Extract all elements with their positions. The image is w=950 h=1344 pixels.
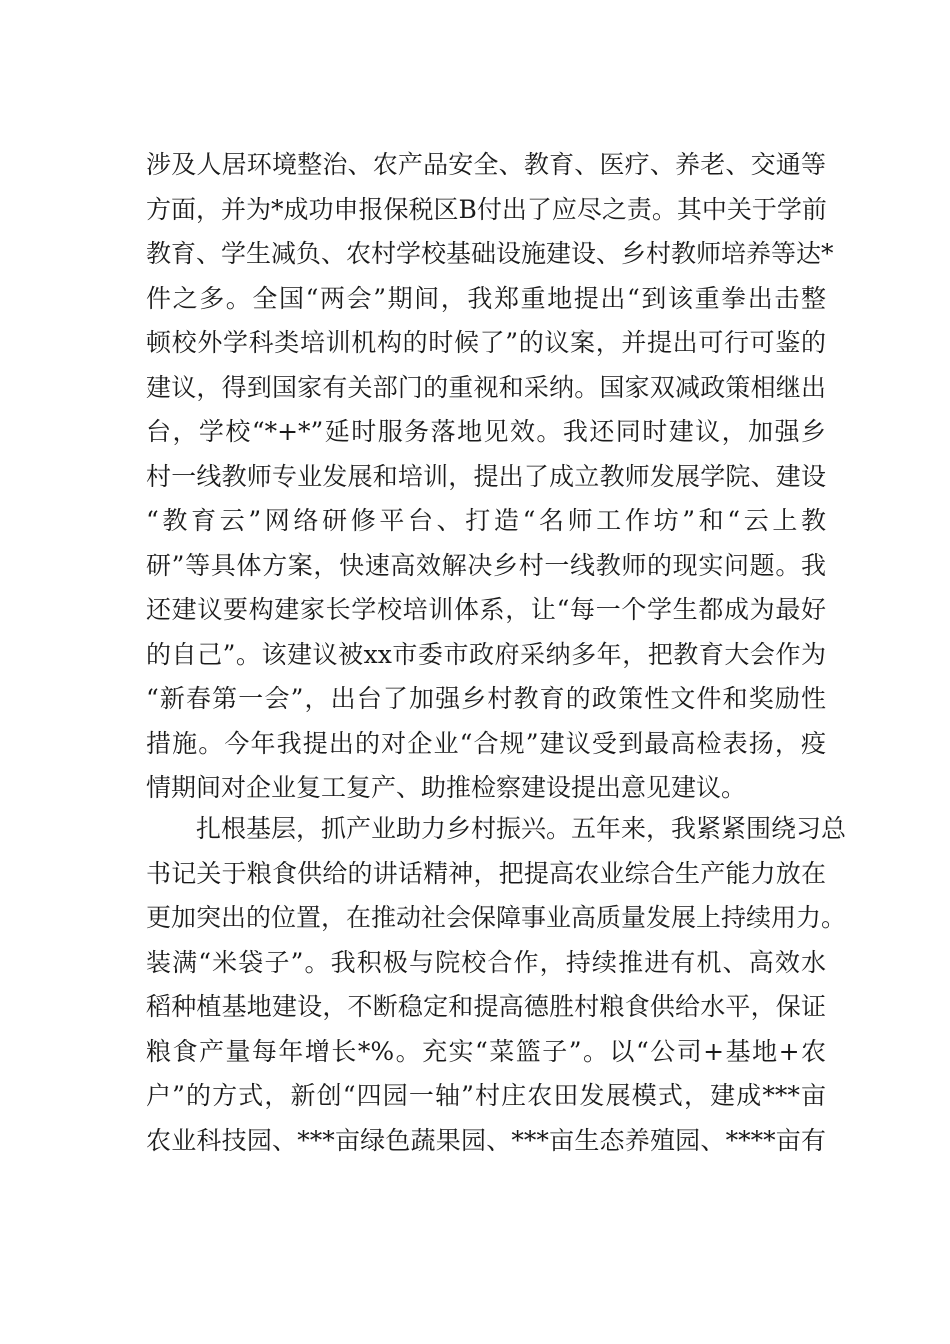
paragraph-line: 涉及人居环境整治、农产品安全、教育、医疗、养老、交通等 bbox=[146, 150, 826, 179]
paragraph-line: 稻种植基地建设，不断稳定和提高德胜村粮食供给水平，保证 bbox=[146, 992, 826, 1021]
paragraph-line: 农业科技园、***亩绿色蔬果园、***亩生态养殖园、****亩有 bbox=[146, 1125, 826, 1155]
paragraph-line: “教育云”网络研修平台、打造“名师工作坊”和“云上教 bbox=[146, 506, 826, 535]
paragraph-line: 情期间对企业复工复产、助推检察建设提出意见建议。 bbox=[146, 773, 747, 802]
paragraph-line: 户”的方式，新创“四园一轴”村庄农田发展模式，建成***亩 bbox=[146, 1081, 826, 1110]
paragraph-line: “新春第一会”，出台了加强乡村教育的政策性文件和奖励性 bbox=[146, 684, 826, 713]
paragraph-line: 装满“米袋子”。我积极与院校合作，持续推进有机、高效水 bbox=[146, 947, 826, 977]
paragraph-line: 措施。今年我提出的对企业“合规”建议受到最高检表扬，疫 bbox=[146, 728, 826, 758]
paragraph-line: 扎根基层，抓产业助力乡村振兴。五年来，我紧紧围绕习总 bbox=[196, 814, 847, 843]
paragraph-line: 台，学校“*+*”延时服务落地见效。我还同时建议，加强乡 bbox=[146, 417, 826, 446]
paragraph-line: 建议，得到国家有关部门的重视和采纳。国家双减政策相继出 bbox=[146, 372, 826, 402]
paragraph-education-proposals bbox=[146, 143, 834, 811]
paragraph-line: 研”等具体方案，快速高效解决乡村一线教师的现实问题。我 bbox=[146, 550, 826, 580]
paragraph-line: 粮食产量每年增长*%。充实“菜篮子”。以“公司+基地+农 bbox=[146, 1036, 826, 1066]
paragraph-line: 件之多。全国“两会”期间，我郑重地提出“到该重拳出击整 bbox=[146, 283, 826, 313]
paragraph-line: 方面，并为*成功申报保税区B付出了应尽之责。其中关于学前 bbox=[146, 194, 827, 224]
paragraph-line: 顿校外学科类培训机构的时候了”的议案，并提出可行可鉴的 bbox=[146, 328, 826, 357]
paragraph-line: 村一线教师专业发展和培训，提出了成立教师发展学院、建设 bbox=[146, 461, 826, 491]
paragraph-line: 更加突出的位置，在推动社会保障事业高质量发展上持续用力。 bbox=[146, 903, 847, 932]
paragraph-rural-revitalization bbox=[146, 807, 847, 1163]
paragraph-line: 的自己”。该建议被xx市委市政府采纳多年，把教育大会作为 bbox=[146, 639, 826, 669]
paragraph-line: 书记关于粮食供给的讲话精神，把提高农业综合生产能力放在 bbox=[146, 858, 826, 888]
paragraph-line: 教育、学生减负、农村学校基础设施建设、乡村教师培养等达* bbox=[146, 239, 834, 268]
paragraph-line: 还建议要构建家长学校培训体系，让“每一个学生都成为最好 bbox=[146, 595, 826, 624]
